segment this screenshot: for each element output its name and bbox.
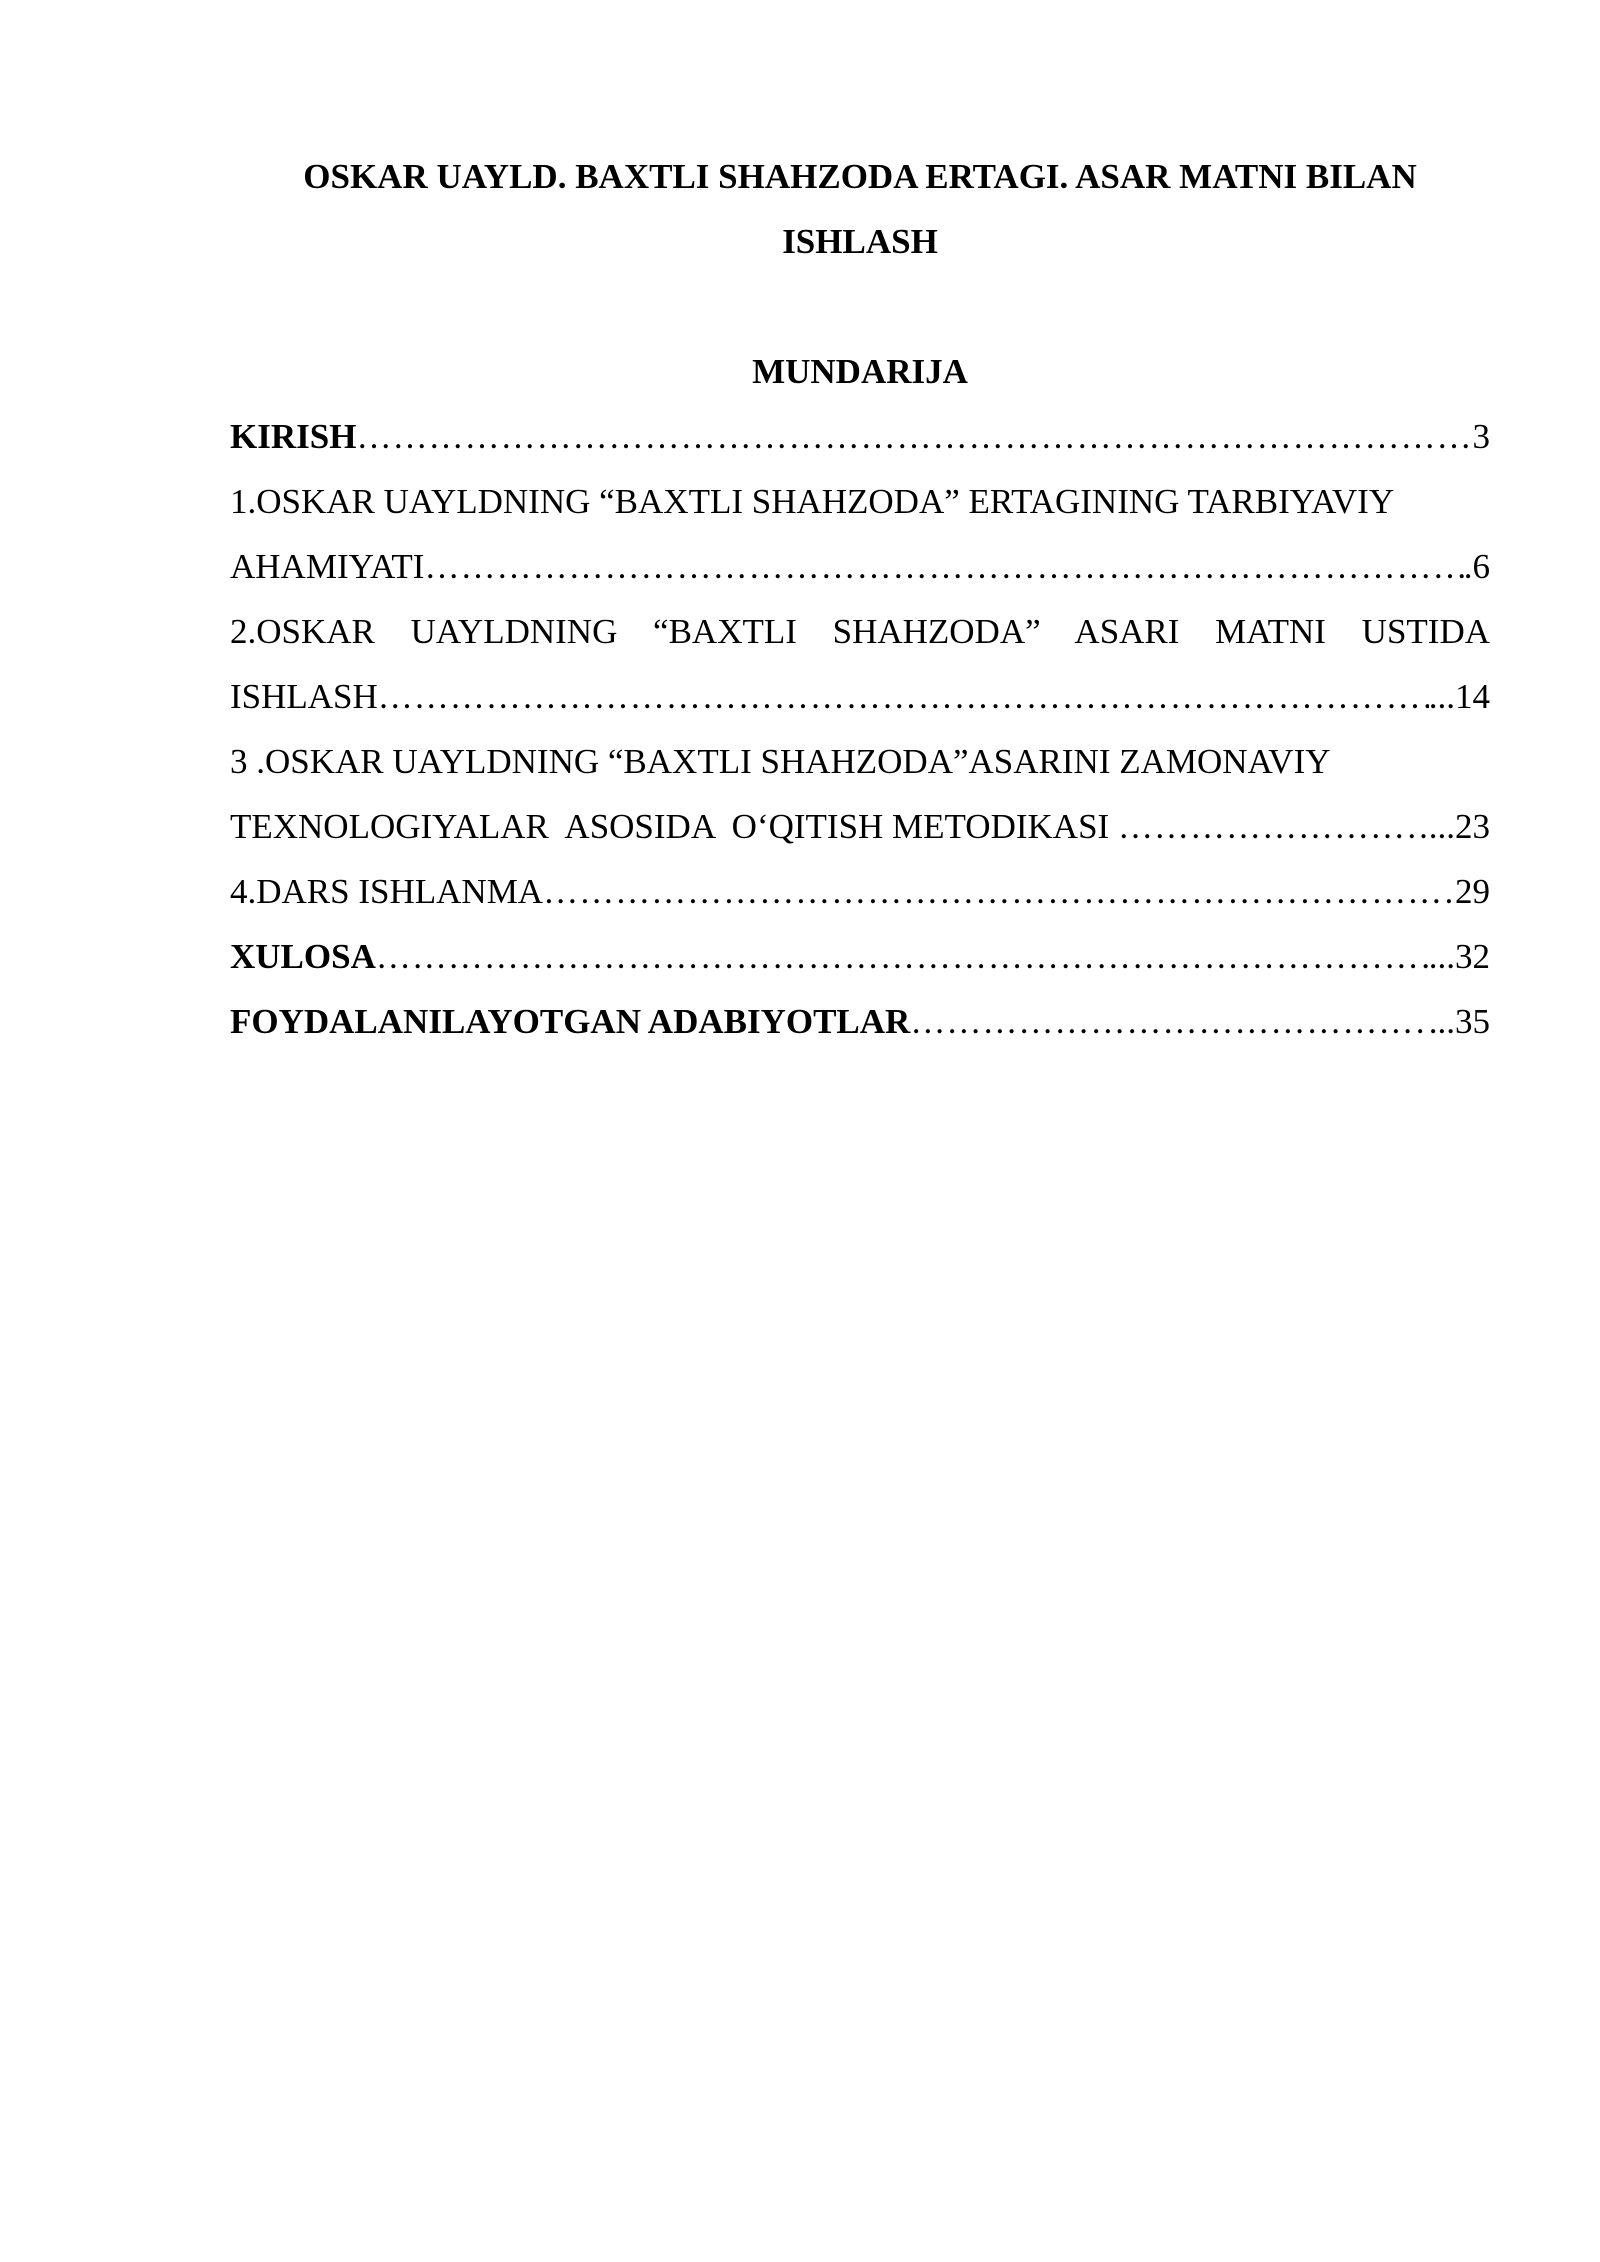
document-title-line-1: OSKAR UAYLD. BAXTLI SHAHZODA ERTAGI. ASAR MATNI BILAN (303, 157, 1417, 196)
toc-entry-label: 1.OSKAR UAYLDNING “BAXTLI SHAHZODA” ERTAGINING TARBIYAVIY (230, 482, 1395, 521)
toc-entry-4 (230, 872, 1490, 912)
toc-leader-dots (356, 417, 1472, 457)
toc-entry-label: 2.OSKAR UAYLDNING “BAXTLI SHAHZODA” ASARI MATNI USTIDA (230, 612, 1490, 651)
contents-heading: MUNDARIJA (752, 352, 968, 391)
toc-entry-3-line-1 (230, 742, 1490, 782)
toc-leader-dots (543, 872, 1455, 912)
toc-entry-2-line-1 (230, 612, 1490, 652)
toc-page-number: ...23 (1428, 807, 1490, 846)
toc-entry-label: 3 .OSKAR UAYLDNING “BAXTLI SHAHZODA”ASARINI ZAMONAVIY (230, 742, 1331, 781)
toc-entry-label: KIRISH (230, 417, 357, 456)
toc-page-number: 3 (1472, 417, 1490, 456)
document-title-line-2: ISHLASH (782, 222, 938, 261)
toc-entry-label: AHAMIYATI (230, 547, 425, 586)
toc-entry-label: TEXNOLOGIYALAR ASOSIDA O‘QITISH METODIKASI (230, 807, 1118, 846)
toc-leader-dots (1118, 807, 1429, 847)
toc-entry-label: FOYDALANILAYOTGAN ADABIYOTLAR (230, 1002, 911, 1041)
toc-entry-2-line-2 (230, 677, 1490, 717)
toc-entry-label: XULOSA (230, 937, 376, 976)
toc-entry-1-line-1 (230, 482, 1490, 522)
toc-leader-dots (910, 1002, 1428, 1042)
toc-page-number: .6 (1463, 547, 1490, 586)
toc-page-number: ...35 (1428, 1002, 1490, 1041)
toc-entry-xulosa (230, 937, 1490, 977)
toc-leader-dots (378, 677, 1429, 717)
toc-leader-dots (376, 937, 1429, 977)
toc-entry-1-line-2 (230, 547, 1490, 587)
toc-page-number: ...32 (1428, 937, 1490, 976)
toc-entry-label: ISHLASH (230, 677, 378, 716)
toc-entry-3-line-2 (230, 807, 1490, 847)
toc-entry-kirish (230, 417, 1490, 457)
toc-entry-adabiyotlar (230, 1002, 1490, 1042)
toc-entry-label: 4.DARS ISHLANMA (230, 872, 544, 911)
toc-page-number: ...14 (1428, 677, 1490, 716)
toc-page-number: 29 (1455, 872, 1490, 911)
toc-leader-dots (424, 547, 1463, 587)
